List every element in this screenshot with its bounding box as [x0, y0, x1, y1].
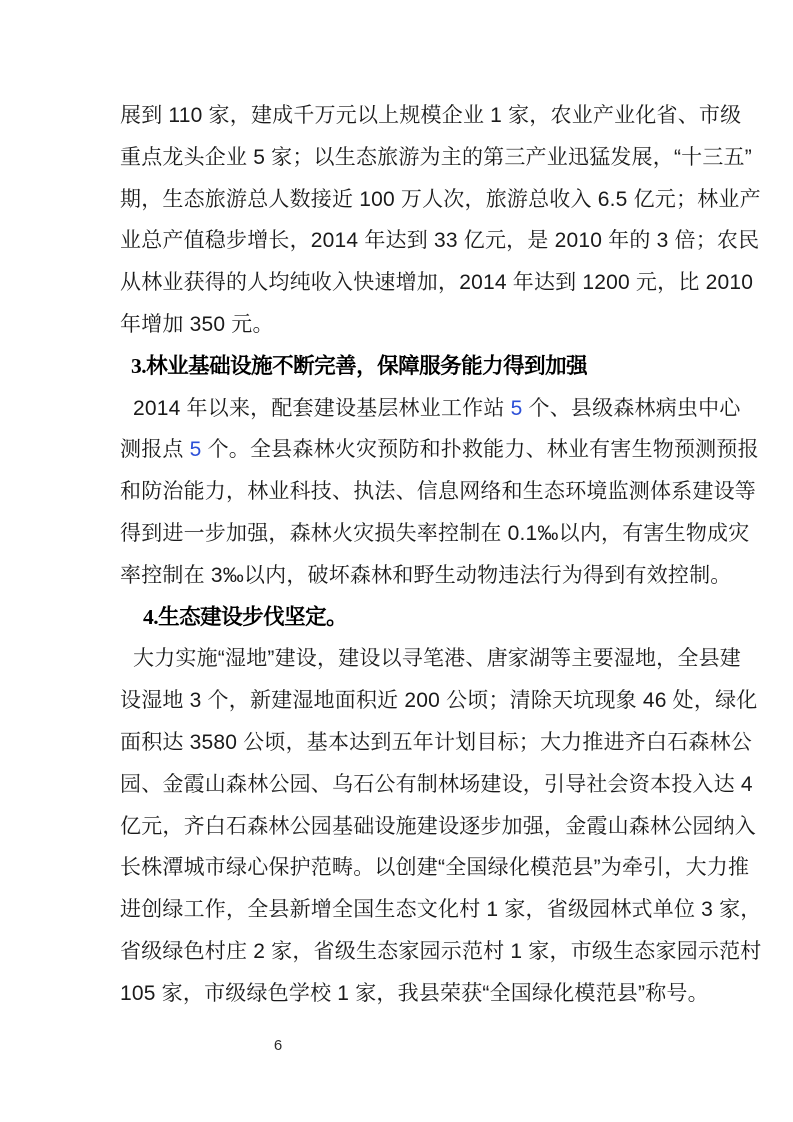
body-line: 和防治能力，林业科技、执法、信息网络和生态环境监测体系建设等 [120, 480, 756, 504]
body-line [120, 429, 759, 471]
section-heading-3: 3.林业基础设施不断完善，保障服务能力得到加强 [131, 353, 588, 378]
body-line: 设湿地 3 个，新建湿地面积近 200 公顷；清除天坑现象 46 处，绿化 [120, 689, 758, 713]
page-number: 6 [273, 1037, 283, 1054]
body-line: 业总产值稳步增长，2014 年达到 33 亿元，是 2010 年的 3 倍；农民 [120, 229, 760, 253]
body-line: 105 家，市级绿色学校 1 家，我县荣获“全国绿化模范县”称号。 [120, 981, 709, 1005]
body-text-segment: 2014 年以来，配套建设基层林业工作站 [133, 396, 511, 420]
body-line: 进创绿工作，全县新增全国生态文化村 1 家，省级园林式单位 3 家， [120, 898, 762, 922]
body-line: 长株潭城市绿心保护范畴。以创建“全国绿化模范县”为牵引，大力推 [120, 856, 750, 880]
body-line: 得到进一步加强，森林火灾损失率控制在 0.1‰以内，有害生物成灾 [120, 521, 750, 545]
body-line: 年增加 350 元。 [120, 312, 274, 336]
body-text-segment: 测报点 [120, 438, 190, 462]
body-line: 重点龙头企业 5 家；以生态旅游为主的第三产业迅猛发展，“十三五” [120, 145, 752, 169]
section-heading-4: 4.生态建设步伐坚定。 [143, 604, 348, 629]
body-line: 园、金霞山森林公园、乌石公有制林场建设，引导社会资本投入达 4 [120, 772, 753, 796]
body-line: 展到 110 家，建成千万元以上规模企业 1 家，农业产业化省、市级 [120, 104, 742, 127]
body-line: 期，生态旅游总人数接近 100 万人次，旅游总收入 6.5 亿元；林业产 [120, 187, 761, 211]
body-line: 率控制在 3‰以内，破坏森林和野生动物违法行为得到有效控制。 [120, 563, 732, 587]
body-line: 面积达 3580 公顷，基本达到五年计划目标；大力推进齐白石森林公 [120, 730, 752, 754]
highlighted-number: 5 [189, 438, 202, 462]
page-body [120, 95, 762, 1015]
body-line: 从林业获得的人均纯收入快速增加，2014 年达到 1200 元，比 2010 [120, 271, 754, 295]
body-line: 大力实施“湿地”建设，建设以寻笔港、唐家湖等主要湿地，全县建 [133, 647, 741, 671]
body-text-segment: 个、县级森林病虫中心 [522, 396, 741, 420]
body-line: 省级绿色村庄 2 家，省级生态家园示范村 1 家，市级生态家园示范村 [120, 939, 762, 963]
body-line [120, 388, 741, 430]
body-text-segment: 个。全县森林火灾预防和扑救能力、林业有害生物预测预报 [201, 438, 759, 462]
body-line: 亿元，齐白石森林公园基础设施建设逐步加强，金霞山森林公园纳入 [120, 814, 756, 838]
highlighted-number: 5 [510, 396, 523, 420]
